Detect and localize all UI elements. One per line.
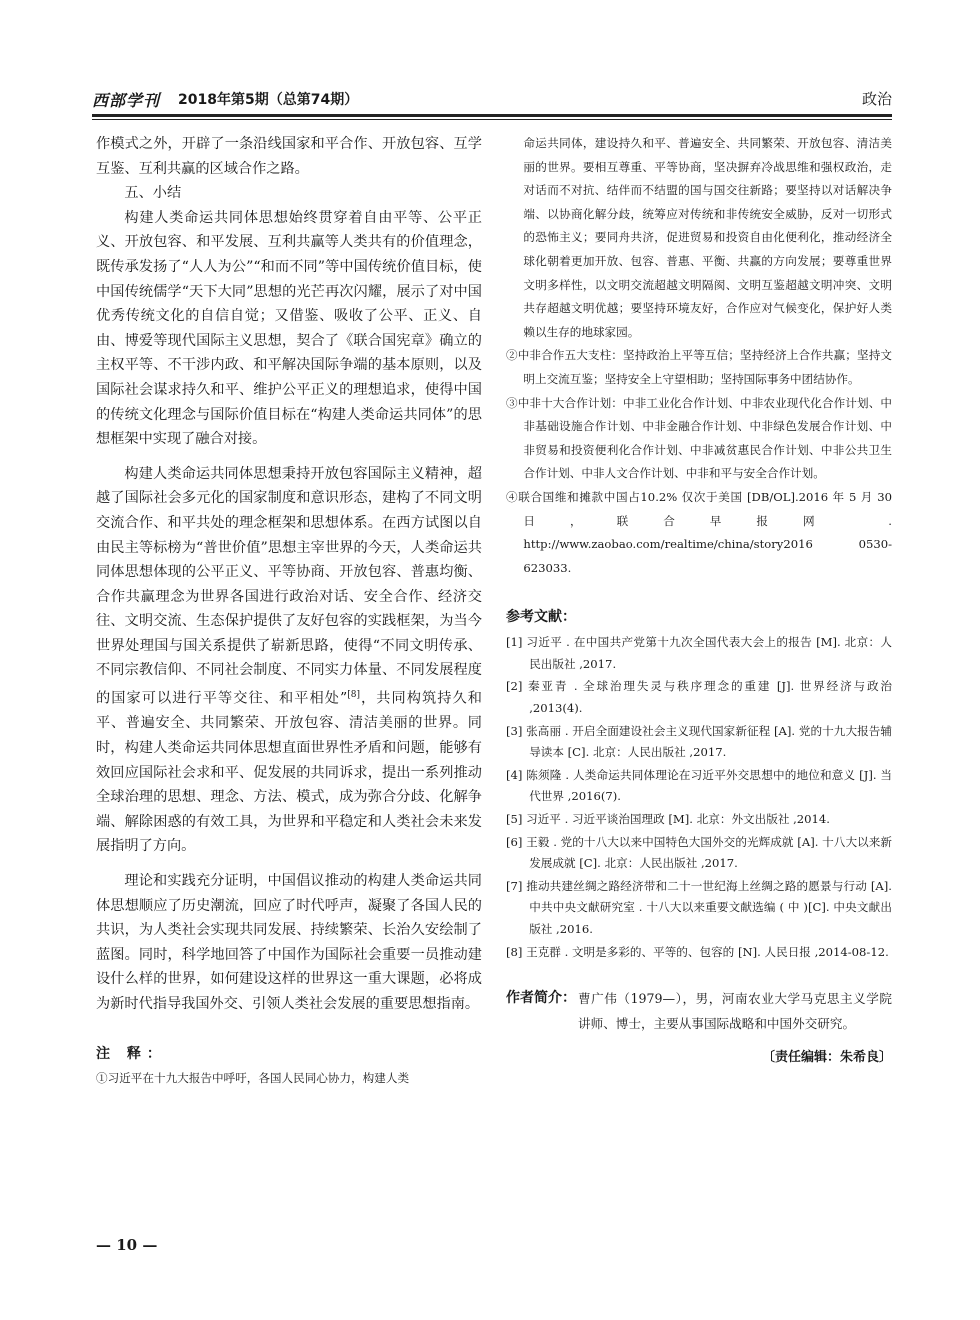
reference-item: [7] 推动共建丝绸之路经济带和二十一世纪海上丝绸之路的愿景与行动 [A]. 中共中央文献研究室 . 十八大以来重要文献选编 ( 中 )[C]. 中央文献出版社 ,2016. (506, 878, 892, 936)
paragraph-summary-2 (96, 462, 482, 859)
references-title: 参考文献： (506, 609, 576, 626)
citation-sup: [8] (347, 690, 360, 701)
issue-info: 2018年第5期（总第74期） (178, 92, 359, 108)
left-column (96, 132, 482, 1090)
paragraph-continued: 作模式之外，开辟了一条沿线国家和平合作、开放包容、互学互鉴、互利共赢的区域合作之路。 (96, 136, 482, 177)
reference-item: [1] 习近平 . 在中国共产党第十九次全国代表大会上的报告 [M]. 北京：人民出版社 ,2017. (506, 635, 892, 671)
section-heading: 五、小结 (124, 185, 182, 202)
paragraph-summary-2-tail: ，共同构筑持久和平、普遍安全、共同繁荣、开放包容、清洁美丽的世界。同时，构建人类命运共同体思想直面世界性矛盾和问题，能够有效回应国际社会求和平、促发展的共同诉求，提出一系列推动全球治理的思想、理念、方法、模式，成为弥合分歧、化解争端、解除困惑的有效工具，为世界和平稳定和人类社会未来发展指明了方向。 (96, 690, 482, 855)
page-number: — 10 — (96, 1236, 158, 1254)
author-bio-label: 作者简介： (506, 990, 576, 1007)
section-label: 政治 (861, 90, 892, 108)
right-column (506, 132, 892, 1065)
responsible-editor: 〔责任编辑：朱希良〕 (761, 1050, 892, 1066)
reference-item: [3] 张高丽 . 开启全面建设社会主义现代国家新征程 [A]. 党的十九大报告辅导读本 [C]. 北京：人民出版社 ,2017. (506, 723, 892, 760)
references-list (506, 632, 892, 963)
note-4: ④联合国维和摊款中国占10.2% 仅次于美国 [DB/OL].2016 年 5 月 30 日，联合早报网 . http://www.zaobao.com/realtime/china/story2016 0530-623033. (506, 489, 892, 575)
reference-item: [5] 习近平 . 习近平谈治国理政 [M]. 北京：外文出版社 ,2014. (506, 812, 830, 827)
note-3: ③中非十大合作计划：中非工业化合作计划、中非农业现代化合作计划、中非基础设施合作计划、中非金融合作计划、中非绿色发展合作计划、中非贸易和投资便利化合作计划、中非减贫惠民合作计划、中非公共卫生合作计划、中非人文合作计划、中非和平与安全合作计划。 (506, 395, 892, 481)
paragraph-summary-2-text: 构建人类命运共同体思想秉持开放包容国际主义精神，超越了国际社会多元化的国家制度和意识形态，建构了不同文明交流合作、和平共处的理念框架和思想体系。在西方试图以自由民主等标榜为“普世价值”思想主宰世界的今天，人类命运共同体思想体现的公平正义、平等协商、开放包容、普惠均衡、合作共赢理念为世界各国进行政治对话、安全合作、经济交往、文明交流、生态保护提供了友好包容的实践框架，为当今世界处理国与国关系提供了崭新思路，使得“不同文明传承、不同宗教信仰、不同社会制度、不同实力体量、不同发展程度的国家可以进行平等交往、和平相处” (96, 465, 482, 707)
reference-item: [4] 陈须隆 . 人类命运共同体理论在习近平外交思想中的地位和意义 [J]. 当代世界 ,2016(7). (506, 767, 892, 804)
notes-title: 注 释： (96, 1045, 167, 1062)
paragraph-summary-3: 理论和实践充分证明，中国倡议推动的构建人类命运共同体思想顺应了历史潮流，回应了时代呼声，凝聚了各国人民的共识，为人类社会实现共同发展、持续繁荣、长治久安绘制了蓝图。同时，科学地回答了中国作为国际社会重要一员推动建设什么样的世界，如何建设这样的世界这一重大课题，必将成为新时代指导我国外交、引领人类社会发展的重要思想指南。 (96, 872, 482, 1012)
paragraph-summary-1: 构建人类命运共同体思想始终贯穿着自由平等、公平正义、开放包容、和平发展、互利共赢等人类共有的价值理念，既传承发扬了“人人为公”“和而不同”等中国传统价值目标，使中国传统儒学“天下大同”思想的光芒再次闪耀，展示了对中国优秀传统文化的自信自觉；又借鉴、吸收了公平、正义、自由、博爱等现代国际主义思想，契合了《联合国宪章》确立的主权平等、不干涉内政、和平解决国际争端的基本原则，以及国际社会谋求持久和平、维护公平正义的理想追求，使得中国的传统文化理念与国际价值目标在“构建人类命运共同体”的思想框架中实现了融合对接。 (96, 209, 482, 448)
header-rule-thin (92, 119, 892, 120)
journal-name: 西部学刊 (92, 91, 161, 110)
page-header (92, 88, 892, 112)
author-bio (506, 987, 892, 1036)
reference-item: [2] 秦亚青 . 全球治理失灵与秩序理念的重建 [J]. 世界经济与政治 ,2013(4). (506, 679, 892, 716)
reference-item: [8] 王克群 . 文明是多彩的、平等的、包容的 [N]. 人民日报 ,2014-08-12. (506, 944, 889, 959)
reference-item: [6] 王毅 . 党的十八大以来中国特色大国外交的光辉成就 [A]. 十八大以来新发展成就 [C]. 北京：人民出版社 ,2017. (506, 834, 892, 871)
note-2: ②中非合作五大支柱：坚持政治上平等互信；坚持经济上合作共赢；坚持文明上交流互鉴；坚持安全上守望相助；坚持国际事务中团结协作。 (506, 348, 892, 386)
note-1-start: ①习近平在十九大报告中呼吁，各国人民同心协力，构建人类 (96, 1070, 410, 1085)
note-1-continued: 命运共同体，建设持久和平、普遍安全、共同繁荣、开放包容、清洁美丽的世界。要相互尊重、平等协商，坚决摒弃冷战思维和强权政治，走对话而不对抗、结伴而不结盟的国与国交往新路；要坚持以对话解决争端、以协商化解分歧，统筹应对传统和非传统安全威胁，反对一切形式的恐怖主义；要同舟共济，促进贸易和投资自由化便利化，推动经济全球化朝着更加开放、包容、普惠、平衡、共赢的方向发展；要尊重世界文明多样性，以文明交流超越文明隔阂、文明互鉴超越文明冲突、文明共存超越文明优越；要坚持环境友好，合作应对气候变化，保护好人类赖以生存的地球家园。 (523, 136, 892, 339)
author-bio-text: 曹广伟（1979—），男，河南农业大学马克思主义学院讲师、博士，主要从事国际战略和中国外交研究。 (578, 991, 892, 1031)
header-rule-thick (92, 114, 892, 117)
